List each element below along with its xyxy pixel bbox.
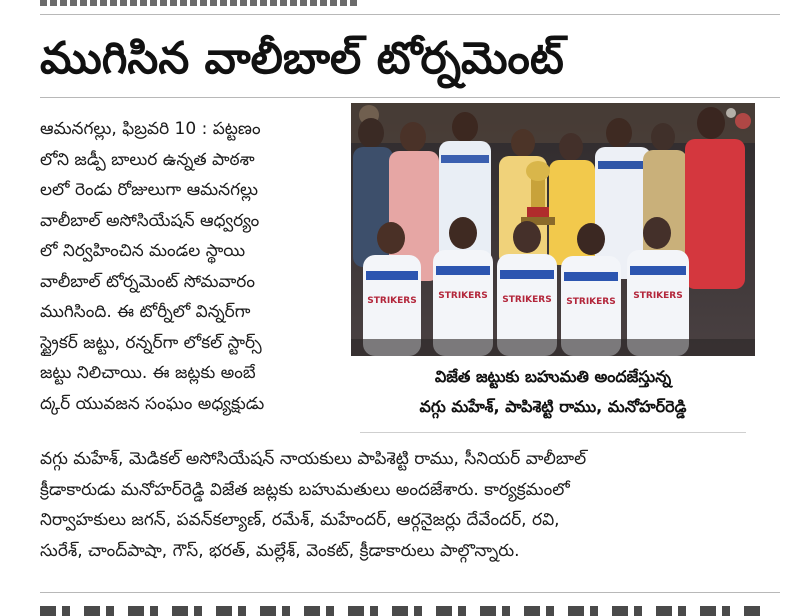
news-photo (351, 103, 755, 356)
body-line: జట్టు నిలిచాయి. ఈ జట్లకు అంబే (40, 363, 256, 383)
svg-text:STRIKERS: STRIKERS (566, 297, 616, 307)
svg-text:STRIKERS: STRIKERS (633, 291, 683, 301)
caption-line: విజేత జట్టుకు బహుమతి అందజేస్తున్న (434, 367, 672, 386)
top-divider (40, 14, 780, 15)
caption-divider (360, 432, 746, 433)
previous-article-fragment (40, 0, 360, 8)
svg-text:STRIKERS: STRIKERS (438, 291, 488, 301)
article-full-width-text (40, 444, 770, 566)
body-line: ఆమనగల్లు, ఫిబ్రవరి 10 : పట్టణం (40, 119, 261, 139)
body-line: వాలీబాల్ టోర్నమెంట్ సోమవారం (40, 271, 255, 292)
svg-text:STRIKERS: STRIKERS (367, 296, 417, 306)
article-column-text (40, 114, 340, 419)
team-photo-illustration (351, 103, 755, 356)
svg-text:STRIKERS: STRIKERS (502, 295, 552, 305)
body-line: నిర్వాహకులు జగన్, పవన్‌కల్యాణ్, రమేశ్, మహేందర్, ఆర్గనైజర్లు దేవేందర్, రవి, (40, 510, 560, 530)
caption-line: వగ్గు మహేశ్, పాపిశెట్టి రాము, మనోహర్‌రెడ్డి (419, 397, 687, 416)
body-line: లో నిర్వహించిన మండల స్థాయి (40, 241, 246, 261)
body-line: లోని జడ్పీ బాలుర ఉన్నత పాఠశా (40, 149, 255, 170)
body-line: క్రీడాకారుడు మనోహర్‌రెడ్డి విజేత జట్లకు బహుమతులు అందజేశారు. కార్యక్రమంలో (40, 479, 570, 500)
body-line: వగ్గు మహేశ్, మెడికల్ అసోసియేషన్ నాయకులు పాపిశెట్టి రాము, సీనియర్ వాలీబాల్ (40, 449, 587, 469)
headline-divider (40, 97, 780, 98)
photo-caption (351, 362, 755, 428)
bottom-divider (40, 592, 780, 593)
body-line: ముగిసింది. ఈ టోర్నీలో విన్నర్‌గా (40, 302, 251, 322)
body-line: సురేశ్, చాంద్‌పాషా, గౌస్, భరత్, మల్లేశ్, వెంకట్, క్రీడాకారులు పాల్గొన్నారు. (40, 540, 520, 561)
body-line: లలో రెండు రోజులుగా ఆమనగల్లు (40, 180, 258, 200)
body-line: వాలీబాల్ అసోసియేషన్ ఆధ్వర్యం (40, 210, 260, 231)
article-headline: ముగిసిన వాలీబాల్ టోర్నమెంట్ (40, 33, 564, 84)
next-article-fragment (40, 604, 760, 616)
body-line: స్ట్రైకర్ జట్టు, రన్నర్‌గా లోకల్ స్టార్స్ (40, 332, 262, 353)
body-line: ద్కర్ యువజన సంఘం అధ్యక్షుడు (40, 393, 265, 414)
